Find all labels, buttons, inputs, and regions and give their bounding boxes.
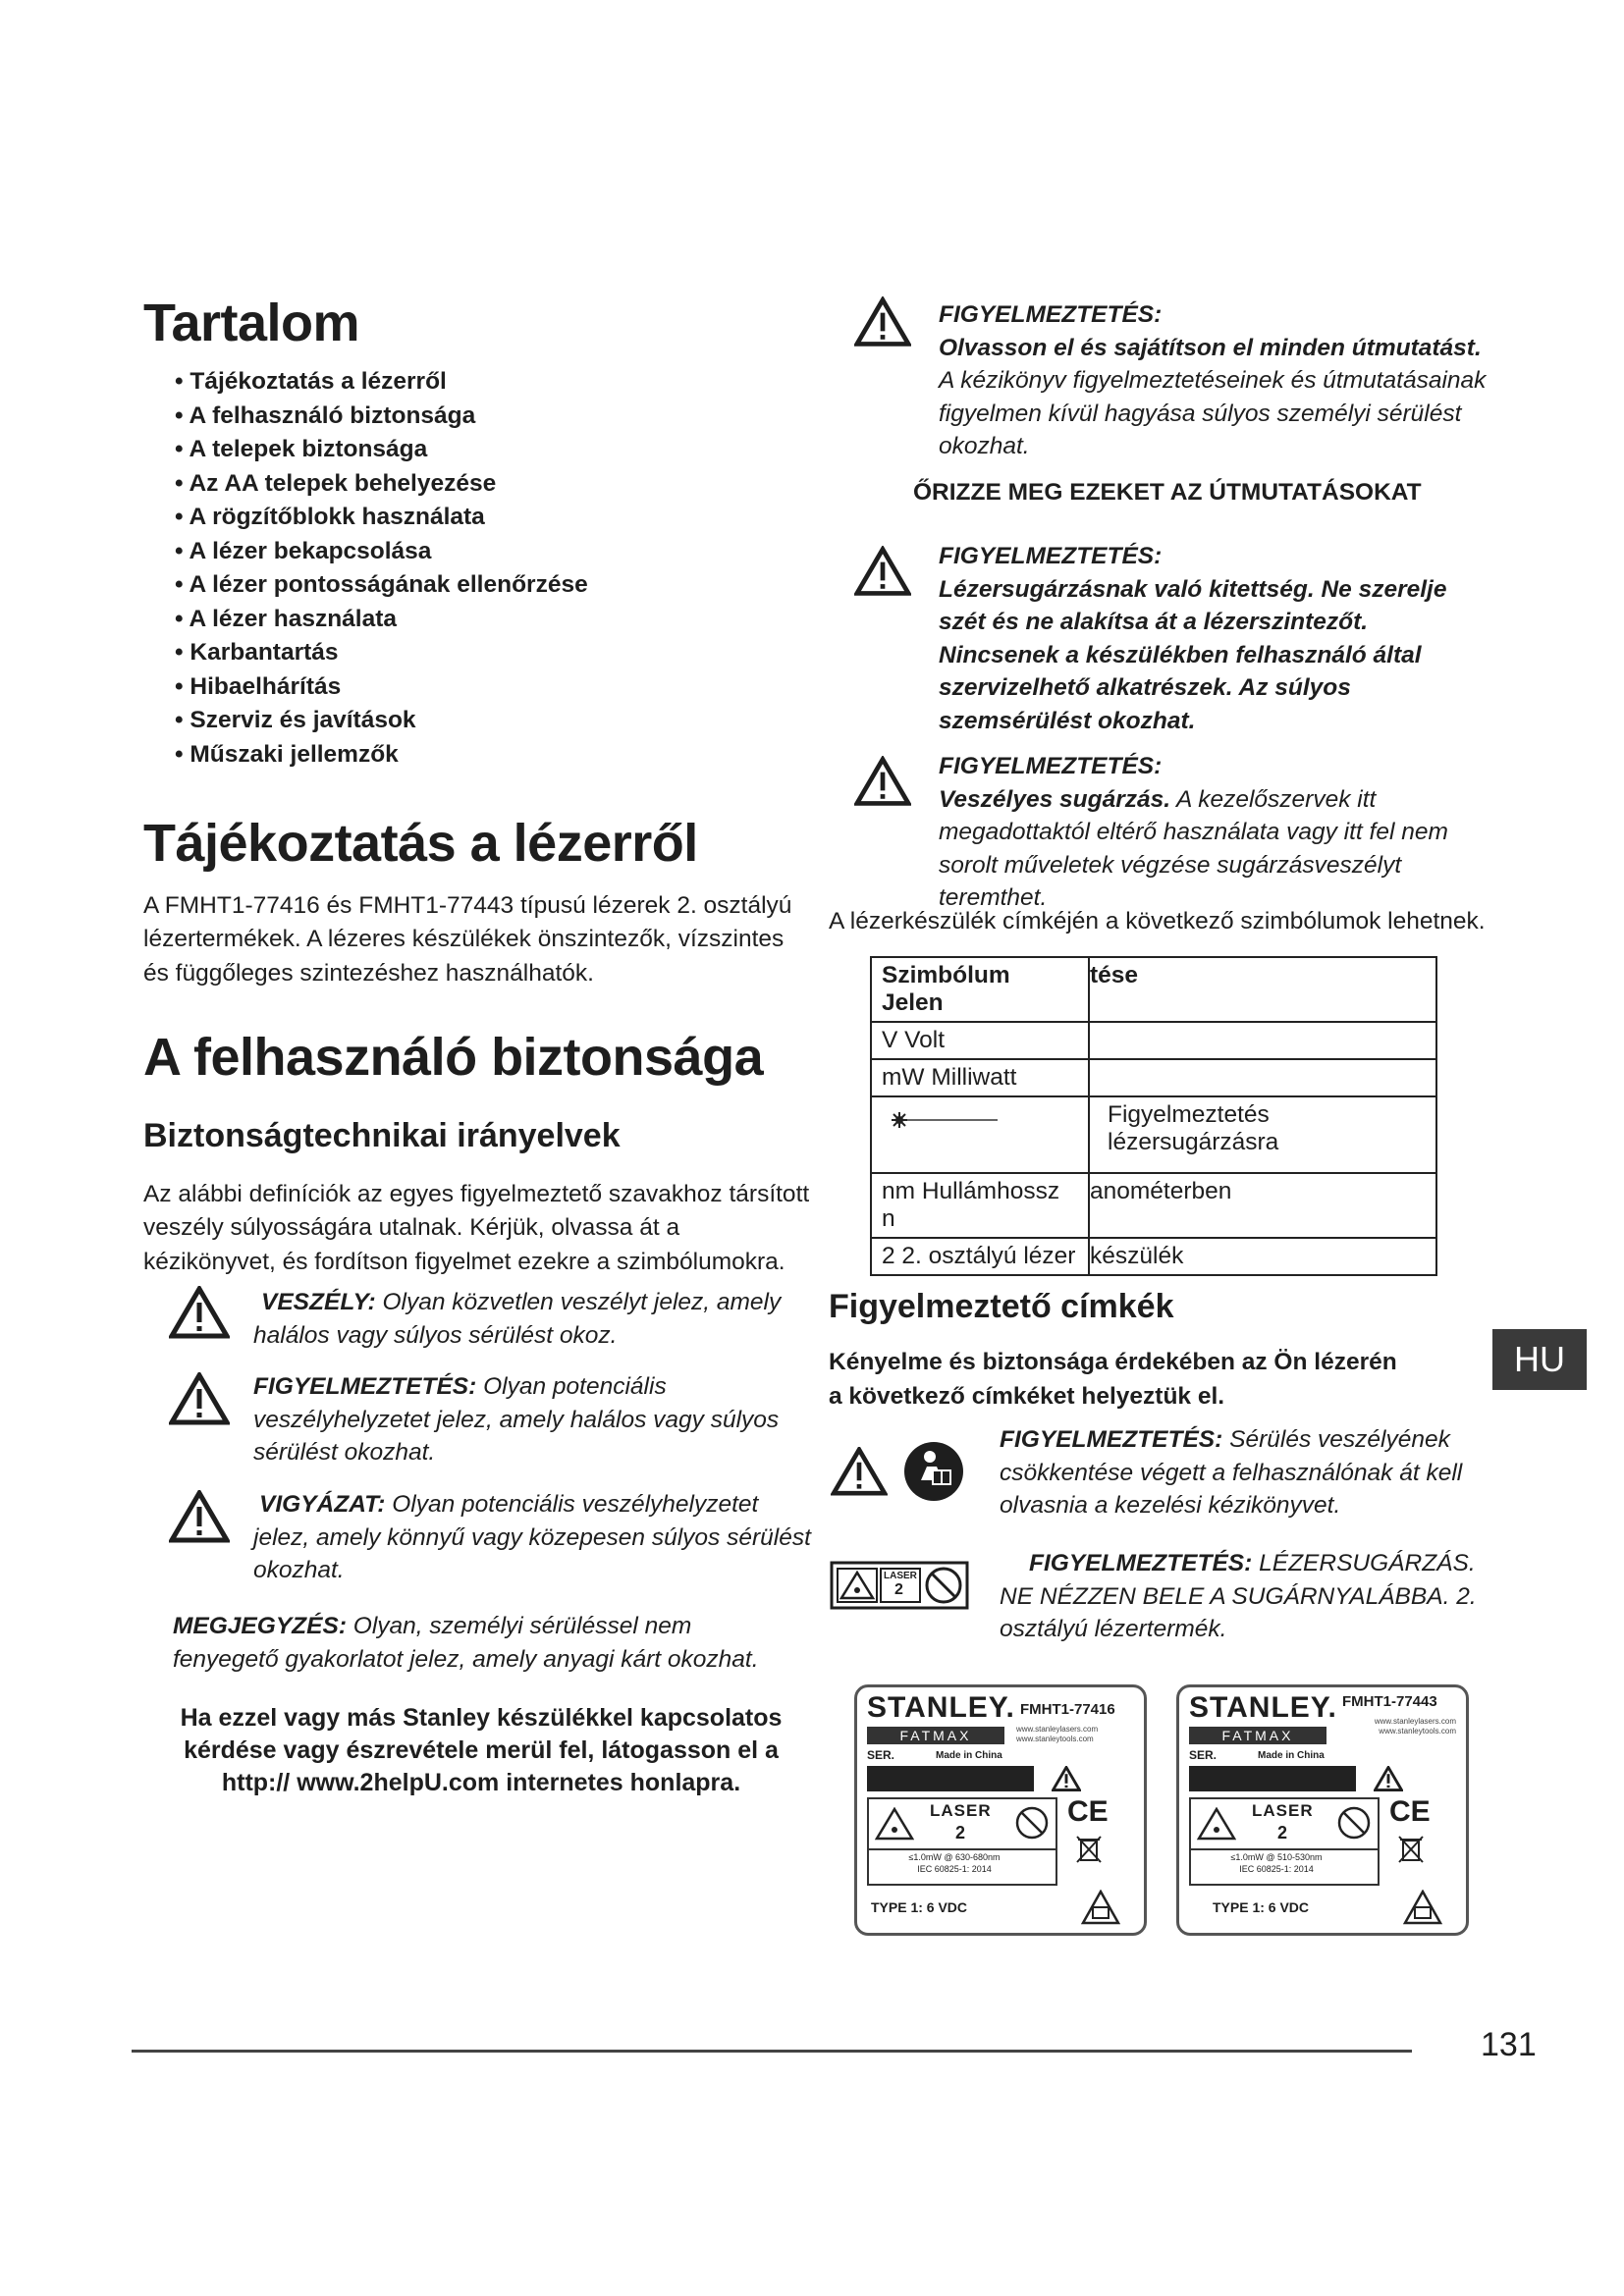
- safety-guidelines-subtitle: Biztonságtechnikai irányelvek: [143, 1117, 621, 1154]
- toc-item[interactable]: • Karbantartás: [175, 636, 725, 670]
- table-header-row: [871, 957, 1436, 1022]
- warning-head: FIGYELMEZTETÉS:: [939, 301, 1163, 328]
- warning-head: FIGYELMEZTETÉS:: [939, 753, 1163, 779]
- warning-emphasis: Veszélyes sugárzás.: [939, 785, 1171, 813]
- toc-item[interactable]: • Az AA telepek behelyezése: [175, 467, 725, 502]
- toc-item[interactable]: • Tájékoztatás a lézerről: [175, 365, 725, 400]
- model-number: FMHT1-77416: [1020, 1701, 1115, 1718]
- toc-item[interactable]: • A lézer pontosságának ellenőrzése: [175, 568, 725, 603]
- laser-class-box: [1189, 1797, 1380, 1850]
- warning-laser-exposure: [939, 540, 1489, 737]
- note-text: Olyan, személyi sérüléssel nem fenyegető gyakorlatot jelez, amely anyagi kárt okozhat.: [173, 1613, 759, 1673]
- serial-label: SER.: [867, 1748, 895, 1762]
- table-header-cell: tése: [1089, 957, 1436, 1022]
- table-row: [871, 1238, 1436, 1275]
- warning-triangle-icon: [169, 1286, 230, 1339]
- laser-info-text: A FMHT1-77416 és FMHT1-77443 típusú lézerek 2. osztályú lézertermékek. A lézeres készülékek önszintezők, vízszintes és függőleges szintezéshez használhatók.: [143, 892, 792, 987]
- spec-box: [1189, 1848, 1380, 1886]
- label-laser-radiation-text: [1000, 1547, 1490, 1646]
- warning-head: FIGYELMEZTETÉS:: [939, 543, 1163, 569]
- warning-triangle-icon: [831, 1447, 888, 1496]
- warning-read-manual: [939, 298, 1489, 463]
- weee-bin-icon: [1397, 1835, 1425, 1869]
- danger-term: VESZÉLY:: [261, 1289, 376, 1315]
- fatmax-strip: FATMAX: [867, 1727, 1004, 1744]
- footer-rule: [132, 2050, 1412, 2053]
- warning-triangle-icon: [169, 1372, 230, 1425]
- laser-class-box: [867, 1797, 1057, 1850]
- toc-item[interactable]: • A lézer használata: [175, 603, 725, 637]
- fatmax-strip: FATMAX: [1189, 1727, 1326, 1744]
- brand-logo: STANLEY.: [867, 1691, 1015, 1724]
- warning-term: FIGYELMEZTETÉS:: [253, 1373, 477, 1400]
- table-cell: mW Milliwatt: [871, 1059, 1089, 1096]
- power-rating: TYPE 1: 6 VDC: [1213, 1899, 1310, 1915]
- table-row: [871, 1096, 1436, 1173]
- toc-item[interactable]: • A felhasználó biztonsága: [175, 400, 725, 434]
- warning-triangle-icon: [854, 756, 911, 807]
- table-row: [871, 1059, 1436, 1096]
- read-manual-icon: [1403, 1890, 1442, 1930]
- warning-triangle-icon: [1374, 1766, 1403, 1796]
- contact-pre: Ha ezzel vagy más: [180, 1704, 404, 1732]
- table-cell: [1089, 1022, 1436, 1059]
- spec-box: [867, 1848, 1057, 1886]
- keep-instructions: ŐRIZZE MEG EZEKET AZ ÚTMUTATÁSOKAT: [913, 479, 1422, 506]
- made-in-label: Made in China: [1258, 1750, 1325, 1761]
- read-manual-icon: [903, 1441, 964, 1502]
- table-cell: anométerben: [1089, 1173, 1436, 1238]
- symbols-intro: A lézerkészülék címkéjén a következő szimbólumok lehetnek.: [829, 908, 1486, 934]
- toc-item[interactable]: • A lézer bekapcsolása: [175, 535, 725, 569]
- laser-badge-num: 2: [894, 1581, 903, 1598]
- table-row: [871, 1022, 1436, 1059]
- brand-logo: STANLEY.: [1189, 1691, 1337, 1724]
- warning-triangle-icon: [854, 296, 911, 347]
- laser-class-badge-icon: [830, 1561, 969, 1610]
- barcode-bar: [1189, 1766, 1356, 1791]
- note-definition: [173, 1610, 801, 1676]
- product-label-card: [854, 1684, 1147, 1936]
- contact-brand: Stanley: [403, 1704, 491, 1732]
- caution-definition: [253, 1488, 813, 1587]
- table-cell: Figyelmeztetés lézersugárzásra: [1089, 1096, 1436, 1173]
- user-safety-title: A felhasználó biztonsága: [143, 1028, 764, 1087]
- website-text: www.stanleylasers.com www.stanleytools.com: [1016, 1725, 1099, 1743]
- laser-badge-top: LASER: [884, 1571, 917, 1581]
- table-cell: V Volt: [871, 1022, 1089, 1059]
- ce-mark: CE: [1389, 1795, 1431, 1828]
- toc-item[interactable]: • Hibaelhárítás: [175, 670, 725, 705]
- spec-line: ≤1.0mW @ 630-680nm: [908, 1852, 1001, 1862]
- warning-triangle-icon: [169, 1490, 230, 1543]
- table-row: [871, 1173, 1436, 1238]
- barcode-bar: [867, 1766, 1034, 1791]
- laser-box-class: 2: [955, 1823, 966, 1842]
- product-label-card: [1176, 1684, 1469, 1936]
- warning-text: Olyan potenciális veszélyhelyzetet jelez, amely halálos vagy súlyos sérülést okozhat.: [253, 1373, 780, 1466]
- label-read-manual-text: [1000, 1423, 1510, 1522]
- toc-list: [175, 365, 725, 772]
- spec-line: ≤1.0mW @ 510-530nm: [1230, 1852, 1323, 1862]
- note-term: MEGJEGYZÉS:: [173, 1613, 347, 1639]
- model-number: FMHT1-77443: [1342, 1693, 1437, 1710]
- warning-triangle-icon: [1052, 1766, 1081, 1796]
- danger-definition: [253, 1286, 823, 1352]
- label-term: FIGYELMEZTETÉS:: [1000, 1426, 1223, 1453]
- made-in-label: Made in China: [936, 1750, 1002, 1761]
- table-cell: [1089, 1059, 1436, 1096]
- label-text: LÉZERSUGÁRZÁS. NE NÉZZEN BELE A SUGÁRNYALÁBBA. 2. osztályú lézertermék.: [1000, 1550, 1477, 1642]
- toc-title: Tartalom: [143, 294, 360, 352]
- contact-text: [147, 1702, 815, 1799]
- spec-line: IEC 60825-1: 2014: [1239, 1864, 1314, 1874]
- laser-box-class: 2: [1277, 1823, 1288, 1842]
- warning-triangle-icon: [854, 546, 911, 597]
- weee-bin-icon: [1075, 1835, 1103, 1869]
- caution-term: VIGYÁZAT:: [259, 1491, 386, 1518]
- spec-line: IEC 60825-1: 2014: [917, 1864, 992, 1874]
- warning-body: A kezelőszervek itt megadottaktól eltérő használata vagy itt fel nem sorolt műveletek végzése sugárzásveszélyt teremthet.: [939, 785, 1448, 911]
- website-text: www.stanleylasers.com www.stanleytools.com: [1374, 1717, 1456, 1735]
- power-rating: TYPE 1: 6 VDC: [871, 1899, 968, 1915]
- laser-beam-icon: [882, 1109, 1000, 1137]
- table-header-cell: Szimbólum Jelen: [871, 957, 1089, 1022]
- warning-definition: [253, 1370, 803, 1469]
- page-number: 131: [1481, 2026, 1537, 2063]
- laser-box-label: LASER: [1252, 1801, 1314, 1820]
- table-cell: nm Hullámhossz n: [871, 1173, 1089, 1238]
- ce-mark: CE: [1067, 1795, 1109, 1828]
- serial-label: SER.: [1189, 1748, 1218, 1762]
- warning-labels-intro: Kényelme és biztonsága érdekében az Ön lézerén a következő címkéket helyeztük el.: [829, 1349, 1397, 1410]
- warning-emphasis: Lézersugárzásnak való kitettség. Ne szerelje szét és ne alakítsa át a lézerszintezőt. Nincsenek a készülékben felhasználó által szervizelhető alkatrészek. Az súlyos szemsérülést okozhat.: [939, 575, 1447, 734]
- language-tab: HU: [1492, 1329, 1587, 1390]
- toc-item[interactable]: • A telepek biztonsága: [175, 433, 725, 467]
- danger-text: Olyan közvetlen veszélyt jelez, amely halálos vagy súlyos sérülést okoz.: [253, 1289, 782, 1349]
- table-cell: [871, 1096, 1089, 1173]
- label-term: FIGYELMEZTETÉS:: [1029, 1550, 1253, 1576]
- label-text: Sérülés veszélyének csökkentése végett a felhasználónak át kell olvasnia a kezelési kézikönyvet.: [1000, 1426, 1463, 1519]
- symbols-table: [870, 956, 1437, 1276]
- toc-item[interactable]: • Műszaki jellemzők: [175, 738, 725, 773]
- warning-hazardous-radiation: [939, 750, 1508, 915]
- read-manual-icon: [1081, 1890, 1120, 1930]
- toc-item[interactable]: • Szerviz és javítások: [175, 704, 725, 738]
- toc-item[interactable]: • A rögzítőblokk használata: [175, 501, 725, 535]
- contact-post: készülékkel kapcsolatos kérdése vagy észrevétele merül fel, látogasson el a http:// www.2helpU.com internetes honlapra.: [184, 1704, 783, 1796]
- laser-info-title: Tájékoztatás a lézerről: [143, 814, 698, 873]
- warning-body: A kézikönyv figyelmeztetéseinek és útmutatásainak figyelmen kívül hagyása súlyos személyi sérülést okozhat.: [939, 367, 1487, 459]
- table-cell: 2 2. osztályú lézer: [871, 1238, 1089, 1275]
- caution-text: Olyan potenciális veszélyhelyzetet jelez, amely könnyű vagy közepesen súlyos sérülést okozhat.: [253, 1491, 811, 1583]
- laser-box-label: LASER: [930, 1801, 992, 1820]
- warning-emphasis: Olvasson el és sajátítson el minden útmutatást.: [939, 334, 1482, 361]
- table-cell: készülék: [1089, 1238, 1436, 1275]
- safety-intro: Az alábbi definíciók az egyes figyelmeztető szavakhoz társított veszély súlyosságára utalnak. Kérjük, olvassa át a kézikönyvet, és fordítson figyelmet ezekre a szimbólumokra.: [143, 1181, 810, 1275]
- warning-labels-title: Figyelmeztető címkék: [829, 1288, 1174, 1325]
